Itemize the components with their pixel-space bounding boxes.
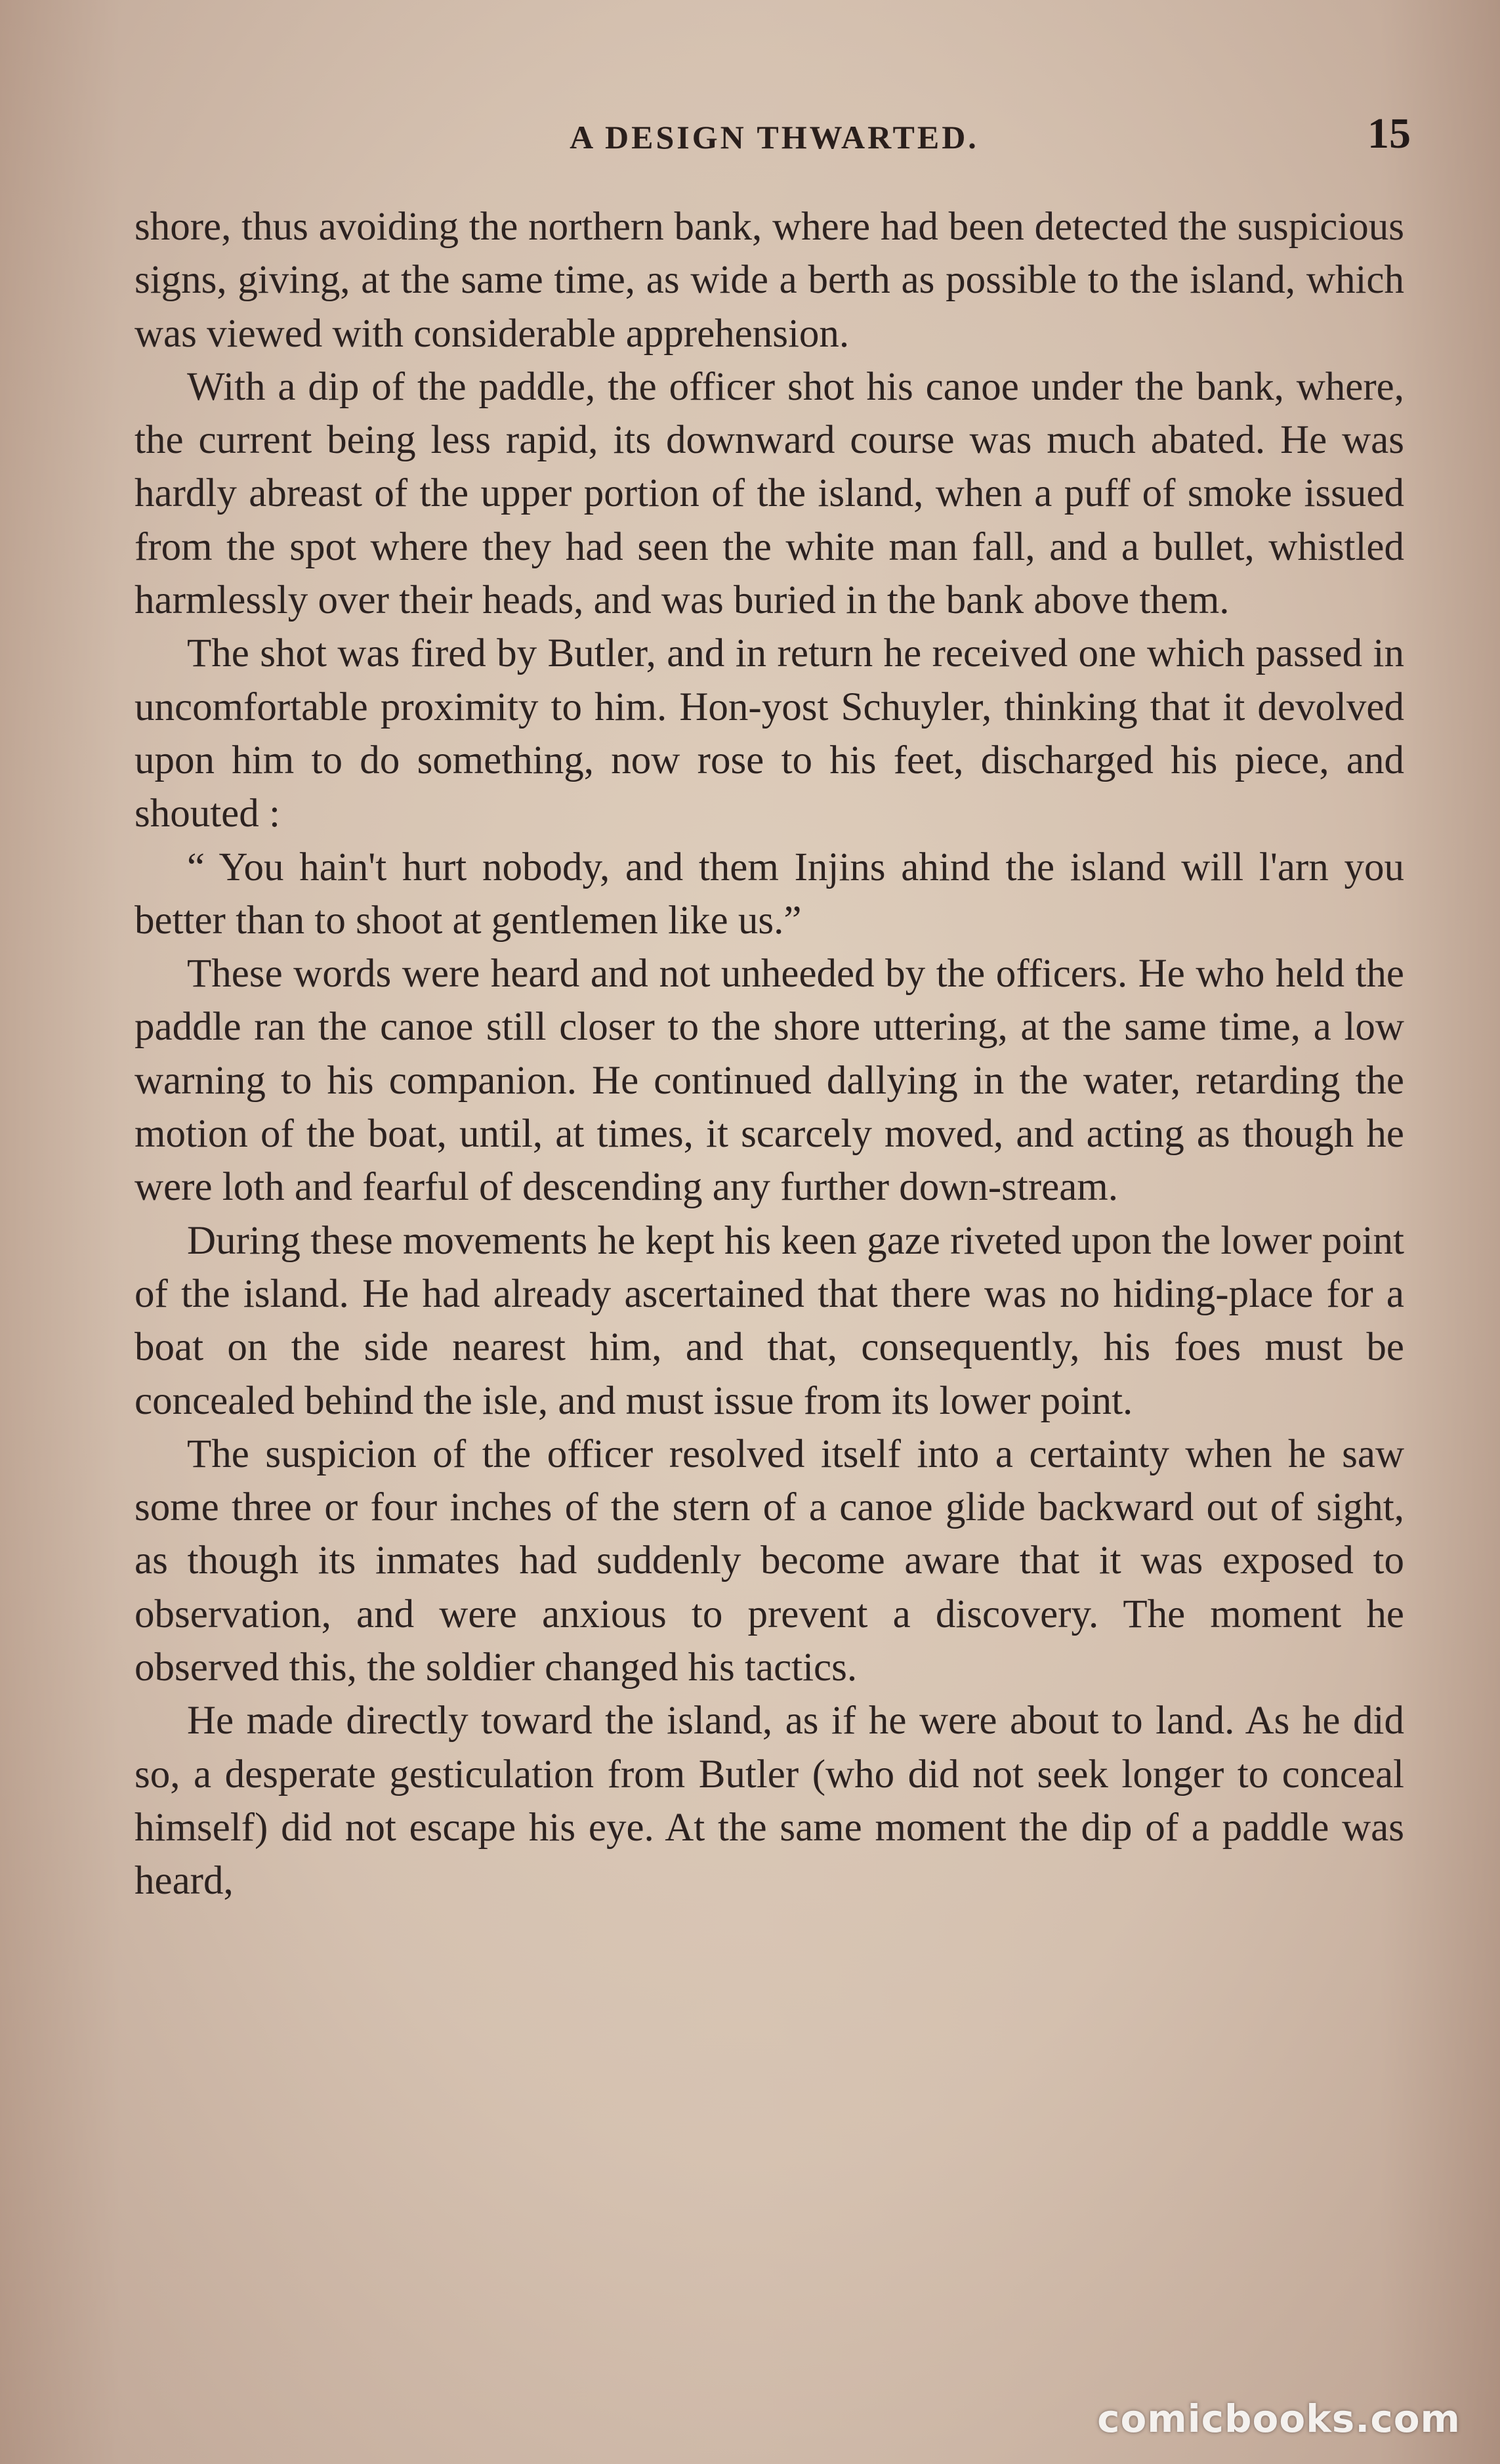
- paragraph: The shot was fired by Butler, and in return he received one which passed in uncomfortable proximity to him. Hon-yost Schuyler, thinking that it devolved upon him to do something, now rose to his feet, discharged his piece, and shouted :: [135, 631, 1404, 836]
- paragraph: “ You hain't hurt nobody, and them Injins ahind the island will l'arn you better than to shoot at gentlemen like us.”: [135, 845, 1404, 943]
- paragraph: These words were heard and not unheeded by the officers. He who held the paddle ran the canoe still closer to the shore uttering, at the same time, a low warning to his companion. He continued dallying in the water, retarding the motion of the boat, until, at times, it scarcely moved, and acting as though he were loth and fearful of descending any further down-stream.: [135, 952, 1404, 1210]
- page-number: 15: [1367, 110, 1411, 158]
- paragraph: shore, thus avoiding the northern bank, where had been detected the suspicious signs, giving, at the same time, as wide a berth as possible to the island, which was viewed with considerable apprehension.: [135, 205, 1404, 356]
- paragraph: The suspicion of the officer resolved itself into a certainty when he saw some three or four inches of the stern of a canoe glide backward out of sight, as though its inmates had suddenly become aware that it was exposed to observation, and were anxious to prevent a discovery. The moment he observed this, the soldier changed his tactics.: [135, 1432, 1404, 1690]
- paragraph: During these movements he kept his keen gaze riveted upon the lower point of the island. He had already ascertained that there was no hiding-place for a boat on the side nearest him, and that, consequently, his foes must be concealed behind the isle, and must issue from its lower point.: [135, 1218, 1404, 1423]
- paragraph: He made directly toward the island, as if he were about to land. As he did so, a desperate gesticulation from Butler (who did not seek longer to conceal himself) did not escape his eye. At the same moment the dip of a paddle was heard,: [135, 1699, 1404, 1903]
- body-text: [135, 200, 1404, 1908]
- site-watermark: comicbooks.com: [1097, 2396, 1461, 2441]
- paragraph: With a dip of the paddle, the officer shot his canoe under the bank, where, the current being less rapid, its downward course was much abated. He was hardly abreast of the upper portion of the island, when a puff of smoke issued from the spot where they had seen the white man fall, and a bullet, whistled harmlessly over their heads, and was buried in the bank above them.: [135, 364, 1404, 623]
- running-title: A DESIGN THWARTED.: [570, 119, 979, 156]
- page-header: [138, 112, 1411, 171]
